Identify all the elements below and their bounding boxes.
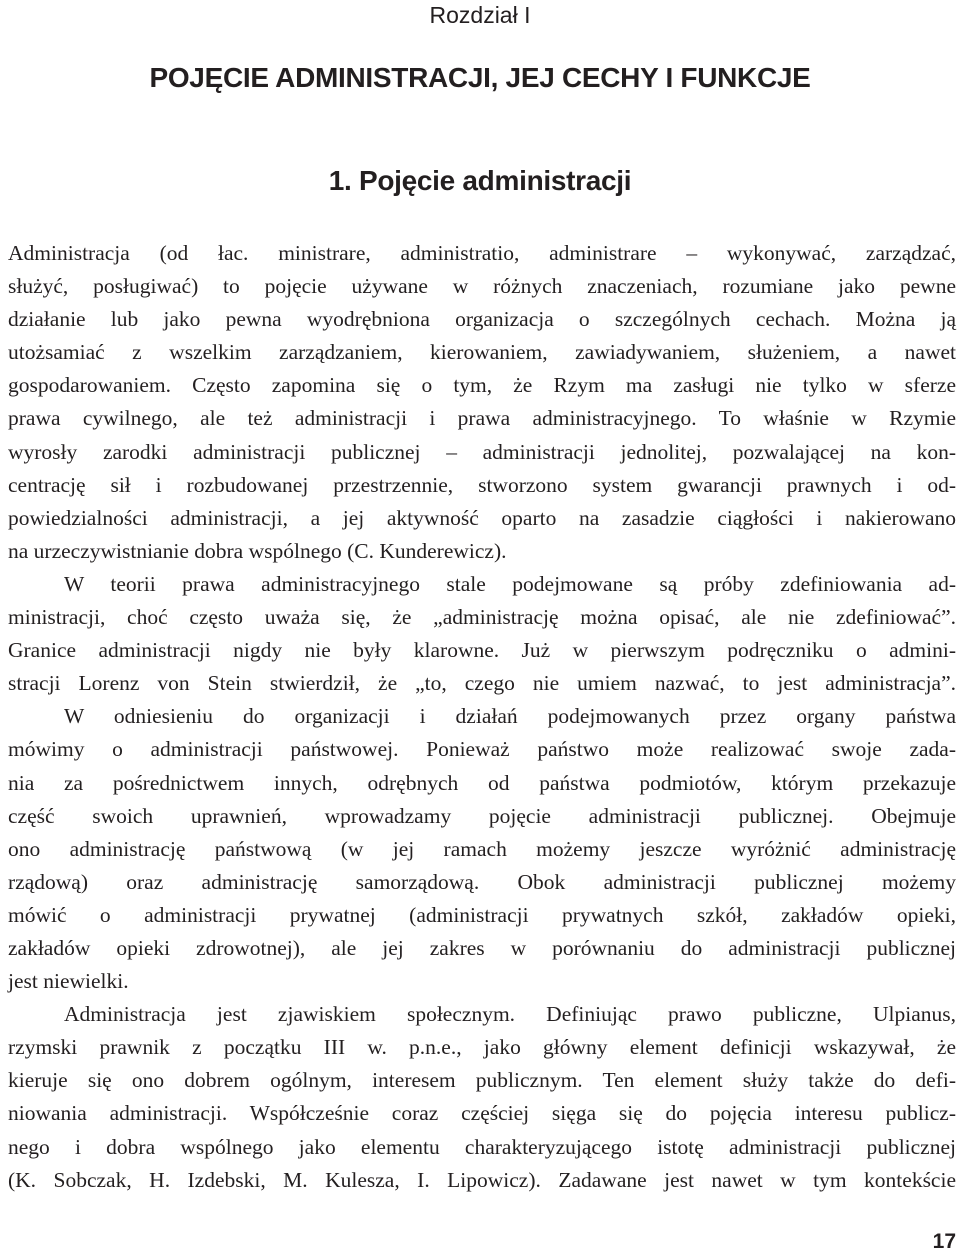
text-line: niowania administracji. Współcześnie coraz częściej sięga się do pojęcia interesu publicz- <box>8 1101 956 1126</box>
text-line: gospodarowaniem. Często zapomina się o tym, że Rzym ma zasługi nie tylko w sferze <box>8 373 956 398</box>
text-line: jest niewielki. <box>8 969 129 994</box>
text-line: Administracja jest zjawiskiem społecznym. Definiując prawo publiczne, Ulpianus, <box>64 1002 956 1027</box>
body-text <box>8 237 956 1197</box>
text-line: na urzeczywistnianie dobra wspólnego (C. Kunderewicz). <box>8 538 507 563</box>
page-number: 17 <box>932 1230 956 1253</box>
text-line: W teorii prawa administracyjnego stale podejmowane są próby zdefiniowania ad- <box>64 571 956 596</box>
text-line: ministracji, choć często uważa się, że „administrację można opisać, ale nie zdefiniować”. <box>8 605 956 630</box>
text-line: działanie lub jako pewna wyodrębniona organizacja o szczególnych cechach. Można ją <box>8 307 956 332</box>
text-line: W odniesieniu do organizacji i działań podejmowanych przez organy państwa <box>64 704 956 729</box>
chapter-title: POJĘCIE ADMINISTRACJI, JEJ CECHY I FUNKCJE <box>149 62 811 93</box>
text-line: stracji Lorenz von Stein stwierdził, że „to, czego nie umiem nazwać, to jest administracja”. <box>8 671 956 696</box>
section-title: 1. Pojęcie administracji <box>328 165 632 196</box>
text-line: utożsamiać z wszelkim zarządzaniem, kierowaniem, zawiadywaniem, służeniem, a nawet <box>8 340 956 365</box>
text-line: kieruje się ono dobrem ogólnym, interesem publicznym. Ten element służy także do defi- <box>8 1068 956 1093</box>
text-line: nego i dobra wspólnego jako elementu charakteryzującego istotę administracji publicznej <box>8 1134 956 1159</box>
text-line: ono administrację państwową (w jej ramach możemy jeszcze wyróżnić administrację <box>8 836 956 861</box>
text-line: rządową) oraz administrację samorządową. Obok administracji publicznej możemy <box>8 869 956 894</box>
text-line: centrację sił i rozbudowanej przestrzennie, stworzono system gwarancji prawnych i od- <box>8 472 956 497</box>
text-line: służyć, posługiwać) to pojęcie używane w różnych znaczeniach, rozumiane jako pewne <box>8 274 956 299</box>
text-line: nia za pośrednictwem innych, odrębnych od państwa podmiotów, którym przekazuje <box>8 770 956 795</box>
text-line: Granice administracji nigdy nie były klarowne. Już w pierwszym podręczniku o admini- <box>8 638 956 663</box>
text-line: wyrosły zarodki administracji publicznej – administracji jednolitej, pozwalającej na kon- <box>8 439 956 464</box>
text-line: rzymski prawnik z początku III w. p.n.e., jako główny element definicji wskazywał, że <box>8 1035 956 1060</box>
text-line: mówić o administracji prywatnej (administracji prywatnych szkół, zakładów opieki, <box>8 902 956 927</box>
chapter-label: Rozdział I <box>429 2 531 28</box>
text-line: mówimy o administracji państwowej. Ponieważ państwo może realizować swoje zada- <box>8 737 956 762</box>
text-line: powiedzialności administracji, a jej aktywność oparto na zasadzie ciągłości i nakierowano <box>8 505 956 530</box>
text-line: prawa cywilnego, ale też administracji i prawa administracyjnego. To właśnie w Rzymie <box>8 406 956 431</box>
text-line: Administracja (od łac. ministrare, administratio, administrare – wykonywać, zarządzać, <box>8 241 956 265</box>
text-line: część swoich uprawnień, wprowadzamy pojęcie administracji publicznej. Obejmuje <box>8 803 956 828</box>
text-line: (K. Sobczak, H. Izdebski, M. Kulesza, I. Lipowicz). Zadawane jest nawet w tym kontekście <box>8 1167 956 1192</box>
text-line: zakładów opieki zdrowotnej), ale jej zakres w porównaniu do administracji publicznej <box>8 935 956 960</box>
